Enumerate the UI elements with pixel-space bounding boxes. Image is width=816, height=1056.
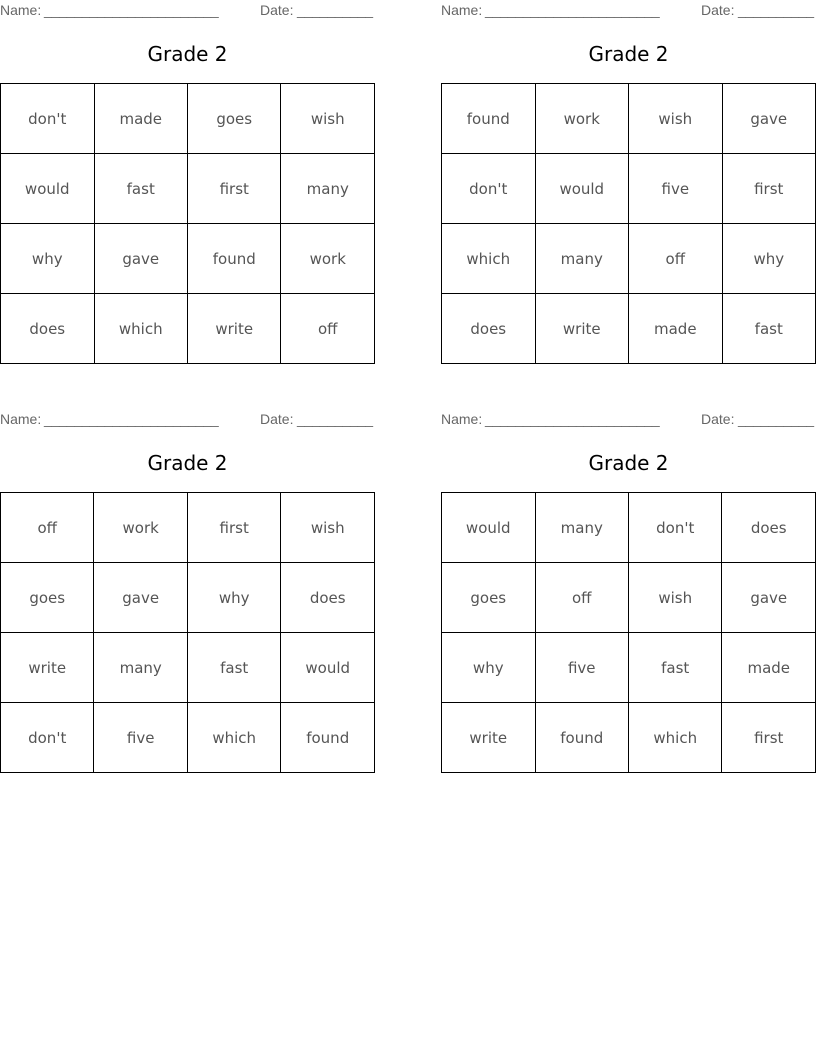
grid-row [1, 633, 375, 703]
grid-cell: why [442, 633, 536, 703]
card-title: Grade 2 [588, 42, 669, 66]
grid-row [442, 633, 816, 703]
grid-cell: write [442, 703, 536, 773]
grid-cell: wish [628, 563, 722, 633]
word-grid [441, 83, 816, 364]
grid-cell: don't [628, 493, 722, 563]
word-grid [0, 492, 375, 773]
date-label: Date: [701, 411, 735, 427]
grid-cell: first [722, 154, 815, 224]
grid-cell: goes [442, 563, 536, 633]
name-blank: _______________________ [485, 2, 660, 18]
grid-cell: off [281, 294, 375, 364]
grid-cell: off [1, 493, 94, 563]
grid-row [1, 294, 375, 364]
grid-cell: off [629, 224, 723, 294]
date-blank: __________ [297, 2, 373, 18]
grid-cell: fast [628, 633, 722, 703]
grid-row [442, 294, 816, 364]
grid-cell: found [442, 84, 536, 154]
grid-cell: don't [1, 84, 95, 154]
grid-cell: gave [94, 224, 188, 294]
grid-cell: does [1, 294, 95, 364]
grid-cell: made [722, 633, 816, 703]
grid-cell: which [94, 294, 188, 364]
grid-cell: first [187, 493, 281, 563]
grid-cell: off [535, 563, 628, 633]
name-label: Name: [441, 411, 483, 427]
grid-cell: five [535, 633, 628, 703]
name-date-row [0, 2, 375, 20]
date-label: Date: [701, 2, 735, 18]
grid-cell: fast [187, 633, 281, 703]
grid-cell: why [1, 224, 95, 294]
name-blank: _______________________ [44, 2, 219, 18]
card-title: Grade 2 [588, 451, 669, 475]
grid-cell: work [281, 224, 375, 294]
grid-cell: fast [94, 154, 188, 224]
grid-cell: write [535, 294, 629, 364]
grid-cell: does [442, 294, 536, 364]
word-grid [441, 492, 816, 773]
grid-cell: many [281, 154, 375, 224]
grid-cell: work [535, 84, 629, 154]
grid-cell: found [188, 224, 281, 294]
name-blank: _______________________ [44, 411, 219, 427]
grid-row [1, 493, 375, 563]
grid-cell: would [281, 633, 375, 703]
name-date-row [0, 411, 375, 429]
grid-row [1, 154, 375, 224]
grid-cell: gave [722, 563, 816, 633]
name-label: Name: [0, 411, 42, 427]
grid-cell: why [187, 563, 281, 633]
date-label: Date: [260, 2, 294, 18]
grid-row [1, 563, 375, 633]
date-blank: __________ [738, 2, 814, 18]
word-grid [0, 83, 375, 364]
grid-cell: first [188, 154, 281, 224]
card-title: Grade 2 [147, 42, 228, 66]
grid-cell: wish [281, 493, 375, 563]
grid-row [442, 224, 816, 294]
grid-cell: five [629, 154, 723, 224]
grid-cell: goes [188, 84, 281, 154]
grid-cell: found [281, 703, 375, 773]
card-title: Grade 2 [147, 451, 228, 475]
grid-cell: write [1, 633, 94, 703]
grid-cell: many [535, 493, 628, 563]
grid-cell: made [94, 84, 188, 154]
grid-cell: which [442, 224, 536, 294]
grid-cell: which [628, 703, 722, 773]
grid-row [442, 563, 816, 633]
grid-cell: first [722, 703, 816, 773]
grid-cell: five [94, 703, 187, 773]
grid-cell: write [188, 294, 281, 364]
grid-cell: work [94, 493, 187, 563]
bingo-card-3 [0, 409, 375, 769]
grid-cell: would [442, 493, 536, 563]
bingo-card-1 [0, 0, 375, 360]
grid-row [1, 84, 375, 154]
grid-cell: would [1, 154, 95, 224]
grid-row [442, 154, 816, 224]
grid-row [442, 703, 816, 773]
grid-cell: goes [1, 563, 94, 633]
grid-row [1, 224, 375, 294]
grid-cell: gave [722, 84, 815, 154]
grid-cell: many [535, 224, 629, 294]
grid-cell: does [722, 493, 816, 563]
grid-row [442, 84, 816, 154]
name-blank: _______________________ [485, 411, 660, 427]
grid-cell: fast [722, 294, 815, 364]
grid-cell: many [94, 633, 187, 703]
name-date-row [441, 411, 816, 429]
grid-row [442, 493, 816, 563]
grid-cell: don't [1, 703, 94, 773]
grid-cell: which [187, 703, 281, 773]
date-blank: __________ [297, 411, 373, 427]
grid-row [1, 703, 375, 773]
grid-cell: would [535, 154, 629, 224]
grid-cell: made [629, 294, 723, 364]
grid-cell: don't [442, 154, 536, 224]
grid-cell: found [535, 703, 628, 773]
grid-cell: does [281, 563, 375, 633]
grid-cell: gave [94, 563, 187, 633]
grid-cell: wish [281, 84, 375, 154]
name-date-row [441, 2, 816, 20]
name-label: Name: [0, 2, 42, 18]
bingo-card-4 [441, 409, 816, 769]
grid-cell: wish [629, 84, 723, 154]
name-label: Name: [441, 2, 483, 18]
date-blank: __________ [738, 411, 814, 427]
bingo-card-2 [441, 0, 816, 360]
grid-cell: why [722, 224, 815, 294]
date-label: Date: [260, 411, 294, 427]
